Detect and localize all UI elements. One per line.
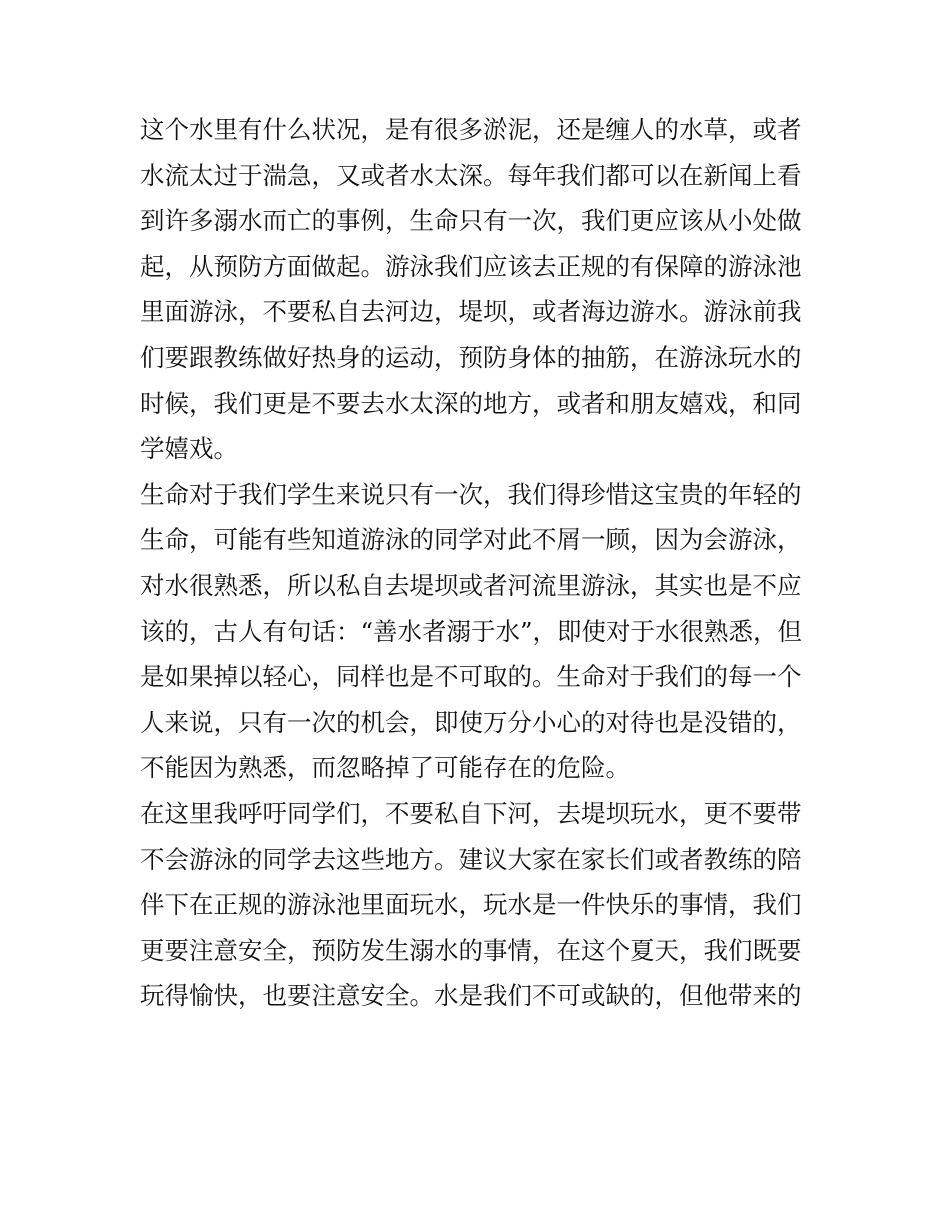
- text-line: 里面游泳，不要私自去河边，堤坝，或者海边游水。游泳前我: [140, 297, 802, 327]
- text-line: 人来说，只有一次的机会，即使万分小心的对待也是没错的，: [140, 707, 802, 737]
- text-line: 伴下在正规的游泳池里面玩水，玩水是一件快乐的事情，我们: [140, 890, 802, 920]
- text-line: 这个水里有什么状况，是有很多淤泥，还是缠人的水草，或者: [140, 115, 802, 144]
- text-line: 玩得愉快，也要注意安全。水是我们不可或缺的，但他带来的: [140, 981, 802, 1011]
- paragraph-2: [140, 472, 820, 791]
- text-line: 对水很熟悉，所以私自去堤坝或者河流里游泳，其实也是不应: [140, 570, 802, 600]
- text-line: 们要跟教练做好热身的运动，预防身体的抽筋，在游泳玩水的: [140, 342, 802, 372]
- text-line: 不会游泳的同学去这些地方。建议大家在家长们或者教练的陪: [140, 844, 802, 874]
- text-line: 起，从预防方面做起。游泳我们应该去正规的有保障的游泳池: [140, 251, 802, 281]
- text-line: 生命对于我们学生来说只有一次，我们得珍惜这宝贵的年轻的: [140, 479, 802, 509]
- text-line: 更要注意安全，预防发生溺水的事情，在这个夏天，我们既要: [140, 935, 802, 965]
- text-line: 生命，可能有些知道游泳的同学对此不屑一顾，因为会游泳，: [140, 525, 802, 555]
- text-line: 学嬉戏。: [140, 434, 238, 464]
- text-line: 不能因为熟悉，而忽略掉了可能存在的危险。: [140, 753, 630, 783]
- paragraph-1: [140, 107, 820, 472]
- text-line: 到许多溺水而亡的事例，生命只有一次，我们更应该从小处做: [140, 206, 802, 236]
- text-line: 在这里我呼吁同学们，不要私自下河，去堤坝玩水，更不要带: [140, 798, 802, 828]
- text-line: 该的，古人有句话：“善水者溺于水”，即使对于水很熟悉，但: [140, 616, 803, 646]
- text-line: 时候，我们更是不要去水太深的地方，或者和朋友嬉戏，和同: [140, 388, 802, 418]
- document-body: [140, 107, 820, 1019]
- text-line: 是如果掉以轻心，同样也是不可取的。生命对于我们的每一个: [140, 662, 802, 692]
- text-line: 水流太过于湍急，又或者水太深。每年我们都可以在新闻上看: [140, 160, 802, 190]
- paragraph-3: [140, 791, 820, 1019]
